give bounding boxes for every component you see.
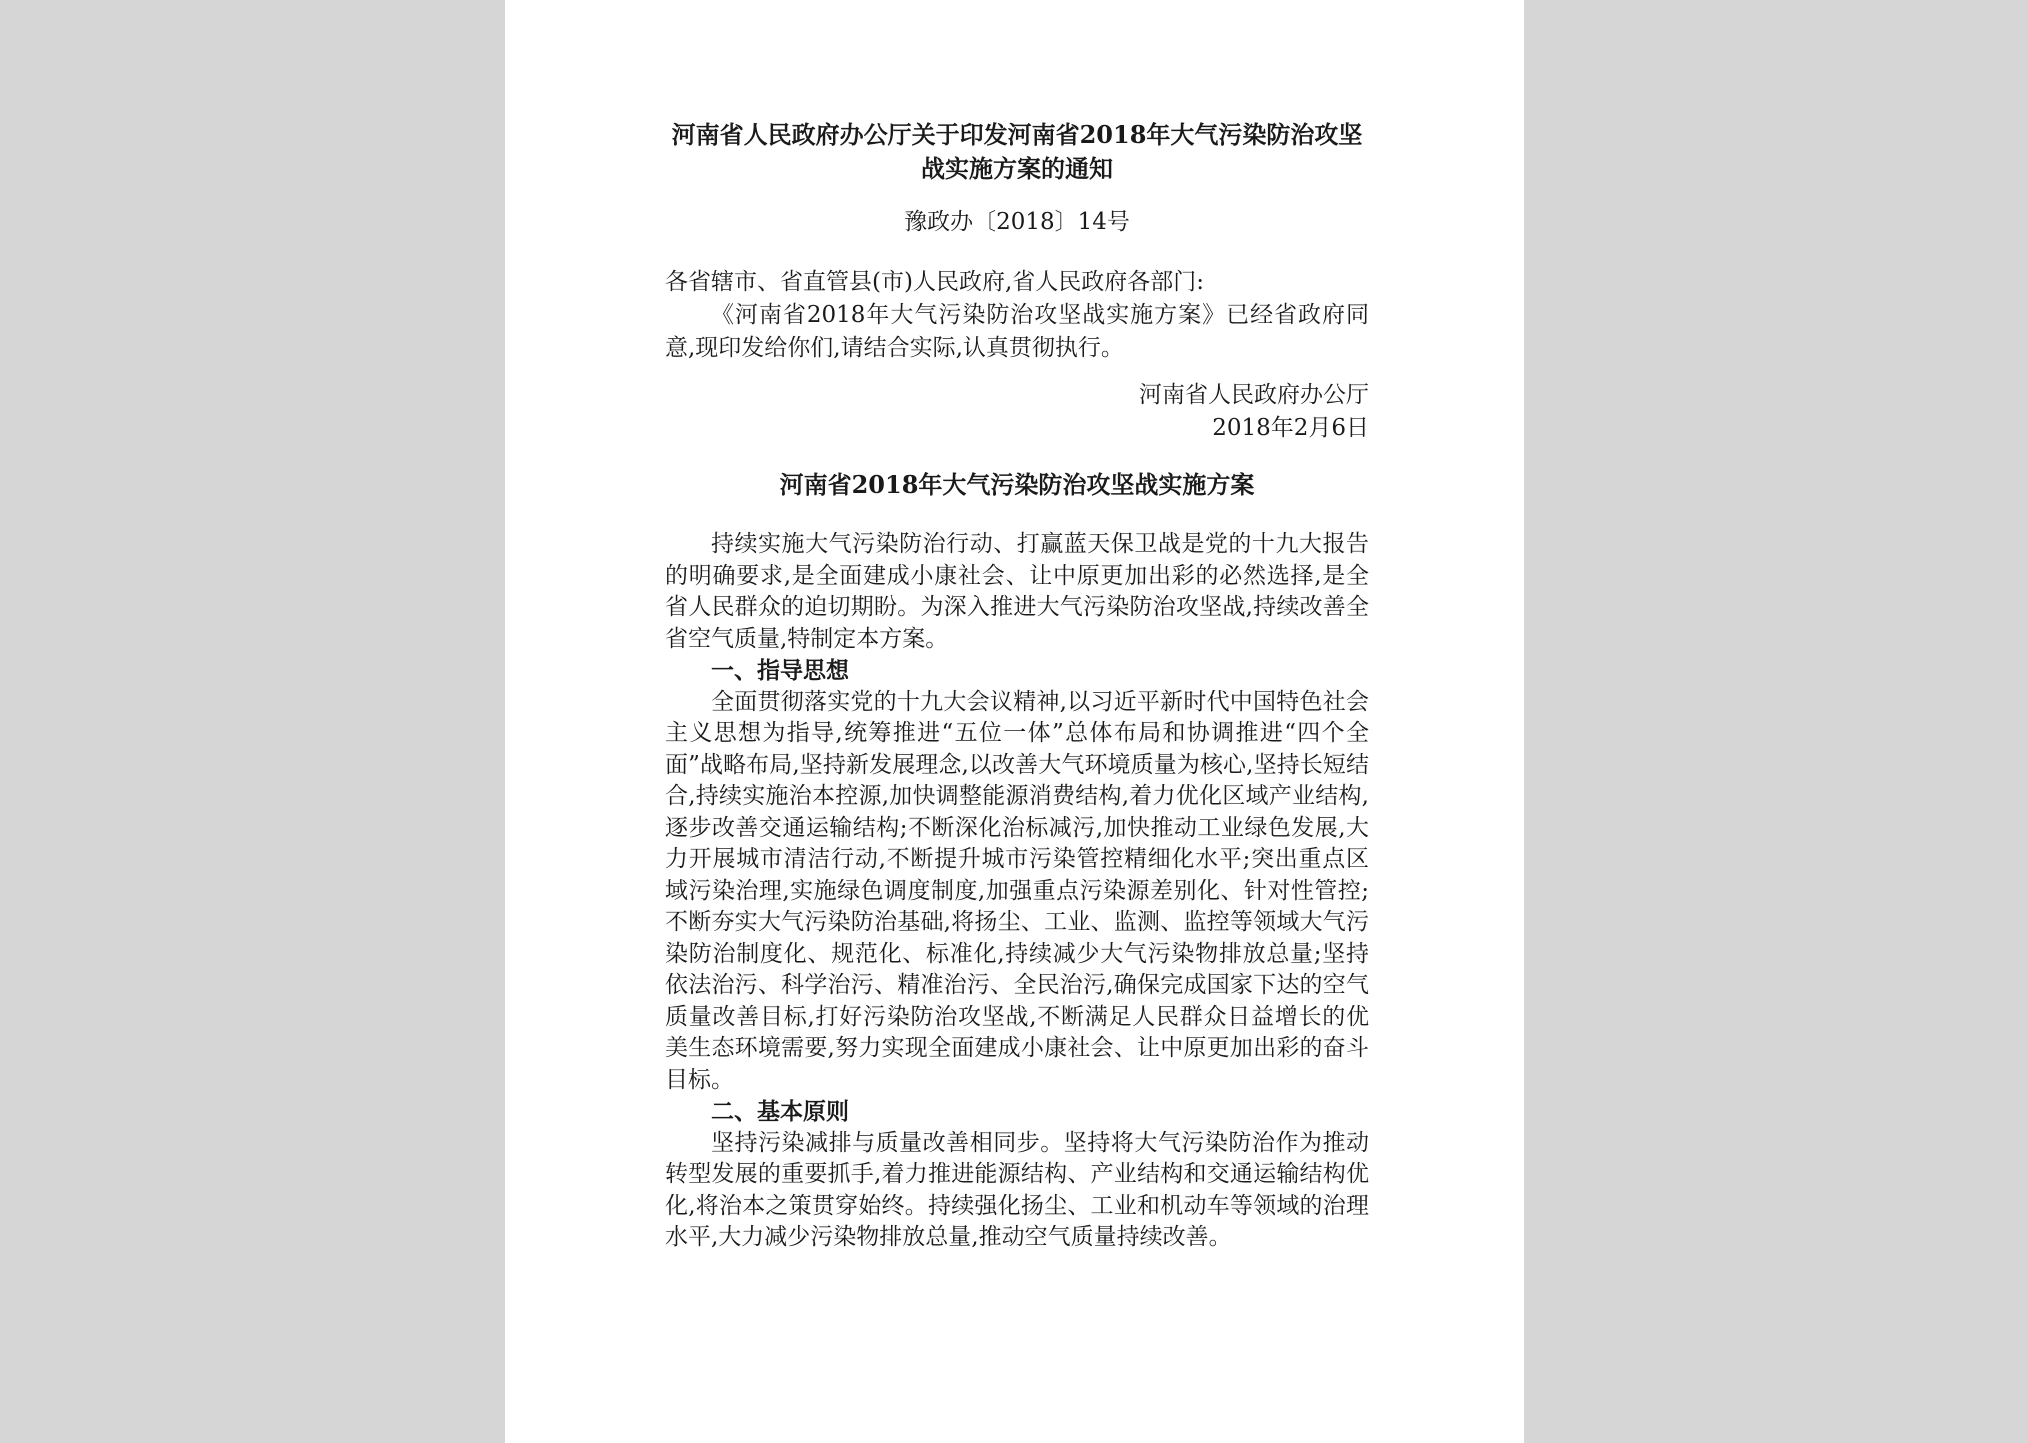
addressee-line: 各省辖市、省直管县(市)人民政府,省人民政府各部门: — [665, 269, 1205, 295]
section-heading-basic-principles: 二、基本原则 — [711, 1098, 849, 1125]
section-heading-guiding-ideology: 一、指导思想 — [711, 657, 849, 684]
body-paragraph: 坚持污染减排与质量改善相同步。坚持将大气污染防治作为推动转型发展的重要抓手,着力推进能源结构、产业结构和交通运输结构优化,将治本之策贯穿始终。持续强化扬尘、工业和机动车等领域的治理水平,大力减少污染物排放总量,推动空气质量持续改善。 — [665, 1129, 1369, 1250]
issue-date: 2018年2月6日 — [1212, 415, 1369, 441]
notice-title: 河南省人民政府办公厅关于印发河南省2018年大气污染防治攻坚战实施方案的通知 — [671, 120, 1363, 183]
body-paragraph: 全面贯彻落实党的十九大会议精神,以习近平新时代中国特色社会主义思想为指导,统筹推进“五位一体”总体布局和协调推进“四个全面”战略布局,坚持新发展理念,以改善大气环境质量为核心,坚持长短结合,持续实施治本控源,加快调整能源消费结构,着力优化区域产业结构,逐步改善交通运输结构;不断深化治标减污,加快推动工业绿色发展,大力开展城市清洁行动,不断提升城市污染管控精细化水平;突出重点区域污染治理,实施绿色调度制度,加强重点污染源差别化、针对性管控;不断夯实大气污染防治基础,将扬尘、工业、监测、监控等领域大气污染防治制度化、规范化、标准化,持续减少大气污染物排放总量;坚持依法治污、科学治污、精准治污、全民治污,确保完成国家下达的空气质量改善目标,打好污染防治攻坚战,不断满足人民群众日益增长的优美生态环境需要,努力实现全面建成小康社会、让中原更加出彩的奋斗目标。 — [665, 688, 1369, 1093]
notice-intro: 《河南省2018年大气污染防治攻坚战实施方案》已经省政府同意,现印发给你们,请结合实际,认真贯彻执行。 — [665, 302, 1369, 361]
document-content — [665, 118, 1369, 1254]
document-page — [505, 0, 1524, 1443]
plan-title: 河南省2018年大气污染防治攻坚战实施方案 — [779, 470, 1255, 499]
body-paragraph: 持续实施大气污染防治行动、打赢蓝天保卫战是党的十九大报告的明确要求,是全面建成小康社会、让中原更加出彩的必然选择,是全省人民群众的迫切期盼。为深入推进大气污染防治攻坚战,持续改善全省空气质量,特制定本方案。 — [665, 531, 1369, 652]
signature-block — [665, 379, 1369, 445]
document-number: 豫政办〔2018〕14号 — [904, 209, 1130, 235]
issuer-name: 河南省人民政府办公厅 — [1139, 382, 1369, 408]
